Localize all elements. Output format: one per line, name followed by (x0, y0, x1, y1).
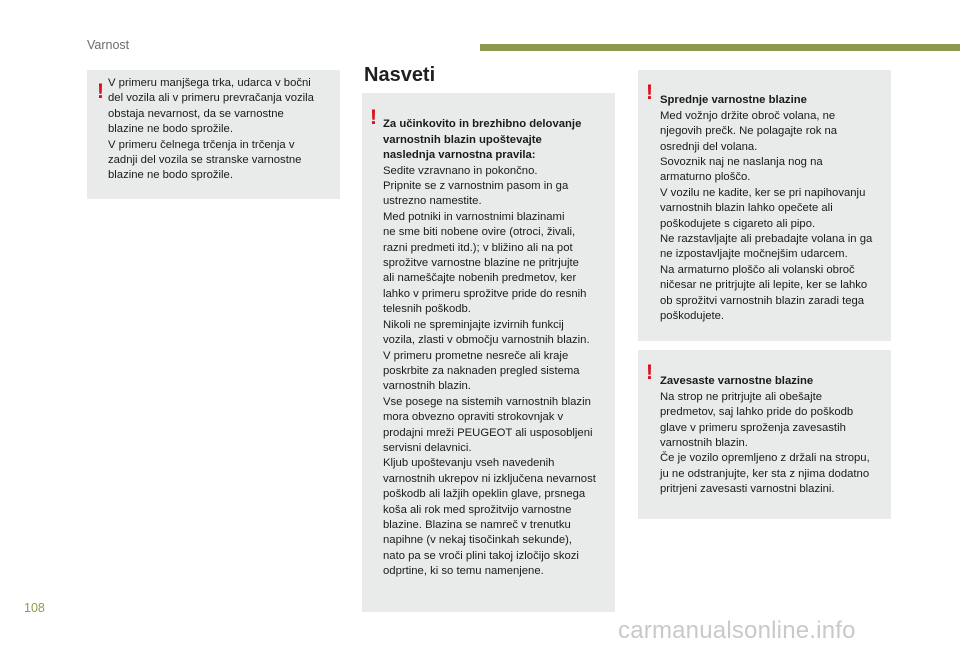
warning-box-airbag-rules (362, 93, 615, 612)
warning-icon: ! (646, 81, 653, 104)
warning-text (383, 102, 615, 580)
page-number: 108 (24, 601, 45, 615)
warning-icon: ! (646, 361, 653, 384)
warning-box-curtain-airbags (638, 350, 891, 519)
warning-icon: ! (97, 80, 104, 103)
section-heading: Nasveti (364, 64, 436, 86)
warning-lead: Sprednje varnostne blazine (660, 94, 807, 107)
warning-text (660, 78, 891, 325)
warning-box-side-impact (87, 70, 340, 199)
warning-body: Na strop ne pritrjujte ali obešajte predmetov, saj lahko pride do poškodb glave v primeru sproženja zavesastih varnostnih blazin. Če je vozilo opremljeno z držali na stropu, ju ne odstranjujte, ker sta z njima dodatno pritrjeni zavesasti varnostni blazini. (660, 390, 870, 496)
warning-box-front-airbags (638, 70, 891, 341)
watermark: carmanualsonline.info (618, 617, 856, 644)
warning-text (660, 359, 891, 498)
warning-body: Sedite vzravnano in pokončno. Pripnite se z varnostnim pasom in ga ustrezno namestite. Med potniki in varnostnimi blazinami ne sme biti nobene ovire (otroci, živali, razni predmeti itd.); v bližino ali na pot sprožitve varnostne blazine ne pritrjujte ali nameščajte nobenih predmetov, ker lahko v primeru sprožitve pride do resnih telesnih poškodb. Nikoli ne spreminjajte izvirnih funkcij vozila, zlasti v območju varnostnih blazin. V primeru prometne nesreče ali kraje poskrbite za naknaden pregled sistema varnostnih blazin. Vse posege na sistemih varnostnih blazin mora obvezno opraviti strokovnjak v prodajni mreži PEUGEOT ali usposobljeni servisni delavnici. Kljub upoštevanju vseh navedenih varnostnih ukrepov ni izključena nevarnost poškodb ali lažjih opeklin glave, prsnega koša ali rok med sprožitvijo varnostne blazine. Blazina se namreč v trenutku napihne (v nekaj tisočinkah sekunde), nato pa se vroči plini takoj izločijo skozi odprtine, ki so temu namenjene. (383, 164, 596, 578)
warning-text: V primeru manjšega trka, udarca v bočni del vozila ali v primeru prevračanja vozila obstaja nevarnost, da se varnostne blazine ne bodo sprožile. V primeru čelnega trčenja in trčenja v zadnji del vozila se stranske varnostne blazine ne bodo sprožile. (108, 77, 314, 182)
warning-lead: Za učinkovito in brezhibno delovanje varnostnih blazin upoštevajte naslednja varnostna pravila: (383, 118, 582, 162)
warning-icon: ! (370, 106, 377, 129)
section-title: Varnost (87, 38, 130, 52)
header-accent-bar (480, 44, 960, 51)
warning-lead: Zavesaste varnostne blazine (660, 375, 814, 388)
warning-body: Med vožnjo držite obroč volana, ne njegovih prečk. Ne polagajte rok na osrednji del volana. Sovoznik naj ne naslanja nog na armaturno ploščo. V vozilu ne kadite, ker se pri napihovanju varnostnih blazin lahko opečete ali poškodujete s cigareto ali pipo. Ne razstavljajte ali prebadajte volana in ga ne izpostavljajte močnejšim udarcem. Na armaturno ploščo ali volanski obroč ničesar ne pritrjujte ali lepite, ker se lahko ob sprožitvi varnostnih blazin zaradi tega poškodujete. (660, 109, 873, 323)
